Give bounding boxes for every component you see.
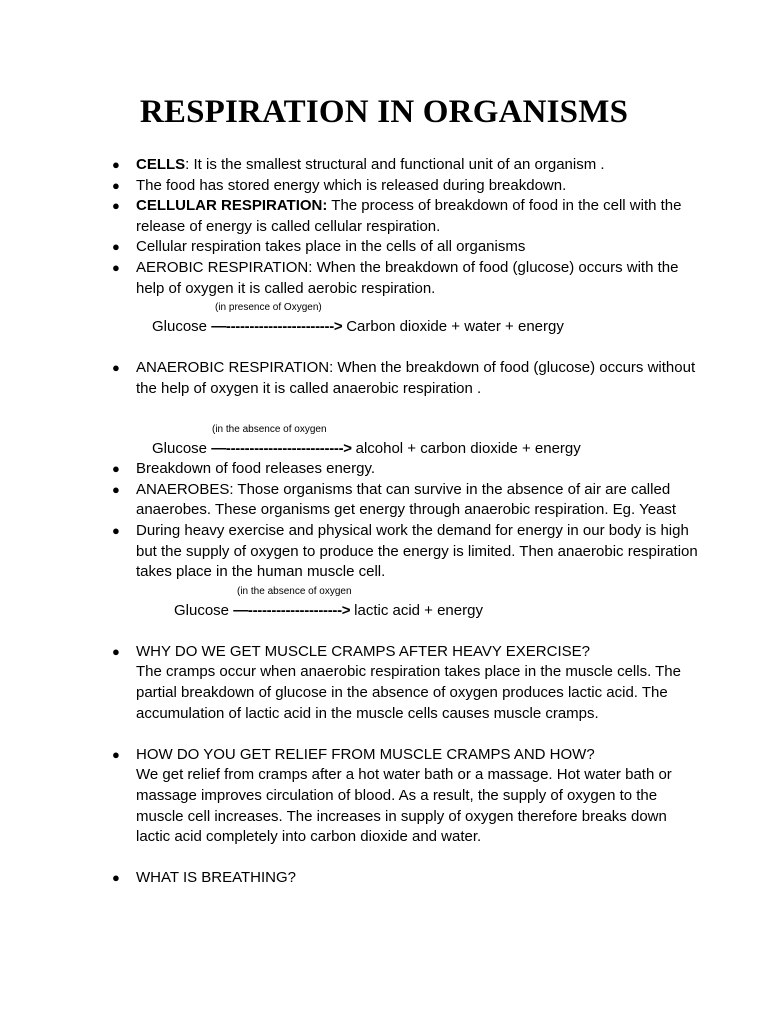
bullet-icon: ● (112, 198, 120, 214)
page-title: RESPIRATION IN ORGANISMS (139, 94, 629, 130)
text-anaerobic: ANAEROBIC RESPIRATION: When the breakdown of food (glucose) occurs without the help of oxygen it is called anaerobic respiration . (136, 359, 696, 397)
equation-products: lactic acid + energy (354, 601, 483, 619)
text-food: The food has stored energy which is released during breakdown. (136, 176, 567, 194)
bullet-icon: ● (112, 177, 120, 193)
bullet-icon: ● (112, 481, 120, 497)
list-item (0, 745, 768, 848)
equation-reactant: Glucose (152, 318, 212, 336)
list-item (0, 258, 768, 299)
text-anaerobes: ANAEROBES: Those organisms that can survive in the absence of air are called anaerobes. These organisms get energy through anaerobic respiration. Eg. Yeast (136, 480, 677, 519)
question-relief: HOW DO YOU GET RELIEF FROM MUSCLE CRAMPS AND HOW? (136, 745, 595, 763)
spacer (0, 724, 768, 745)
list-item (0, 521, 768, 583)
equation-products: Carbon dioxide + water + energy (346, 318, 564, 336)
equation-anaerobic (152, 439, 768, 460)
list-item (0, 358, 768, 399)
question-cramps: WHY DO WE GET MUSCLE CRAMPS AFTER HEAVY EXERCISE? (136, 642, 590, 660)
list-item (0, 155, 768, 176)
spacer (0, 400, 768, 423)
text-cellular-all: Cellular respiration takes place in the cells of all organisms (136, 238, 526, 256)
bullet-icon: ● (112, 643, 120, 659)
equation-aerobic (152, 317, 768, 338)
text-cells: : It is the smallest structural and functional unit of an organism . (185, 156, 605, 173)
bullet-icon: ● (112, 259, 120, 275)
bullet-icon: ● (112, 157, 120, 172)
list-item (0, 459, 768, 480)
list-item (0, 642, 768, 724)
equation-products: alcohol + carbon dioxide + energy (355, 439, 581, 457)
spacer (0, 848, 768, 869)
document-body (0, 155, 768, 889)
text-exercise: During heavy exercise and physical work the demand for energy in our body is high but the supply of oxygen to produce the energy is limited. Then anaerobic respiration takes place in the human muscle cell. (136, 521, 698, 581)
equation-reactant: Glucose (152, 439, 212, 457)
equation-note-aerobic: (in presence of Oxygen) (215, 302, 322, 314)
equation-arrow: —-------------------------> (211, 439, 356, 457)
question-breathing: WHAT IS BREATHING? (136, 869, 297, 887)
bullet-icon: ● (112, 360, 120, 376)
list-item (0, 237, 768, 258)
list-item (0, 176, 768, 197)
equation-arrow: —--------------------> (233, 601, 355, 619)
list-item (0, 868, 768, 889)
equation-note-anaerobic: (in the absence of oxygen (212, 423, 327, 435)
equation-reactant: Glucose (174, 601, 234, 619)
equation-note-muscle: (in the absence of oxygen (237, 585, 352, 597)
bullet-icon: ● (112, 870, 120, 886)
list-item (0, 480, 768, 521)
text-cellular-respiration: The process of breakdown of food in the cell with the release of energy is called cellular respiration. (136, 197, 682, 235)
term-cellular-respiration: CELLULAR RESPIRATION: (136, 197, 328, 215)
text-aerobic: AEROBIC RESPIRATION: When the breakdown of food (glucose) occurs with the help of oxygen it is called aerobic respiration. (136, 258, 679, 297)
term-cells: CELLS (136, 156, 186, 173)
bullet-icon: ● (112, 522, 120, 538)
bullet-icon: ● (112, 239, 120, 255)
answer-relief: We get relief from cramps after a hot water bath or a massage. Hot water bath or massage improves circulation of blood. As a result, the supply of oxygen to the muscle cell increases. The increases in supply of oxygen therefore breaks down lactic acid completely into carbon dioxide and water. (136, 766, 672, 846)
answer-cramps: The cramps occur when anaerobic respiration takes place in the muscle cells. The partial breakdown of glucose in the absence of oxygen produces lactic acid. The accumulation of lactic acid in the muscle cells causes muscle cramps. (136, 663, 681, 722)
equation-arrow: —-----------------------> (211, 318, 347, 336)
list-item (0, 196, 768, 237)
spacer (0, 338, 768, 359)
spacer (0, 621, 768, 642)
text-breakdown: Breakdown of food releases energy. (136, 460, 376, 478)
bullet-icon: ● (112, 746, 120, 762)
bullet-icon: ● (112, 461, 120, 477)
equation-muscle (174, 601, 768, 622)
